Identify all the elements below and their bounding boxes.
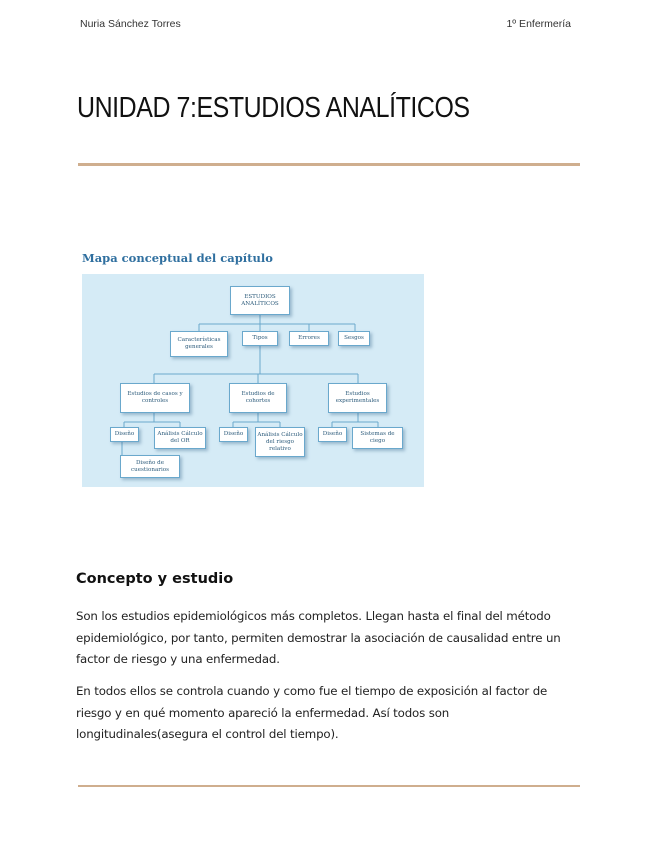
- concept-map-caption: Mapa conceptual del capítulo: [82, 251, 273, 265]
- map-node-analisis-or: Análisis Cálculo del OR: [154, 427, 206, 449]
- map-node-sistemas-ciego: Sistemas de ciego: [352, 427, 403, 449]
- map-node-root: ESTUDIOS ANALÍTICOS: [230, 286, 290, 315]
- map-node-tipos: Tipos: [242, 331, 278, 346]
- header-course: 1º Enfermería: [506, 18, 571, 30]
- map-node-analisis-rr: Análisis Cálculo del riesgo relativo: [255, 427, 305, 457]
- section-heading: Concepto y estudio: [76, 571, 234, 587]
- map-node-errores: Errores: [289, 331, 329, 346]
- divider-top: [78, 163, 580, 166]
- map-node-casos-controles: Estudios de casos y controles: [120, 383, 190, 413]
- header-author: Nuria Sánchez Torres: [80, 18, 181, 30]
- map-node-cohortes: Estudios de cohortes: [229, 383, 287, 413]
- page-title: UNIDAD 7:ESTUDIOS ANALÍTICOS: [77, 92, 470, 124]
- paragraph-2: En todos ellos se controla cuando y como fue el tiempo de exposición al factor de riesgo y en qué momento apareció la enfermedad. Así todos son longitudinales(asegura el control del tiempo).: [76, 684, 548, 741]
- map-node-sesgos: Sesgos: [338, 331, 370, 346]
- paragraph-1: Son los estudios epidemiológicos más completos. Llegan hasta el final del método epidemiológico, por tanto, permiten demostrar la asociación de causalidad entre un factor de riesgo y una enfermedad.: [76, 609, 561, 666]
- map-node-diseno-exp: Diseño: [318, 427, 347, 442]
- concept-map: [82, 274, 424, 487]
- map-node-diseno-cuestionarios: Diseño de cuestionarios: [120, 455, 180, 478]
- map-node-diseno-coh: Diseño: [219, 427, 248, 442]
- map-node-experimentales: Estudios experimentales: [328, 383, 387, 413]
- divider-bottom: [78, 785, 580, 787]
- map-node-diseno-cc: Diseño: [110, 427, 139, 442]
- map-node-caracteristicas: Características generales: [170, 331, 228, 357]
